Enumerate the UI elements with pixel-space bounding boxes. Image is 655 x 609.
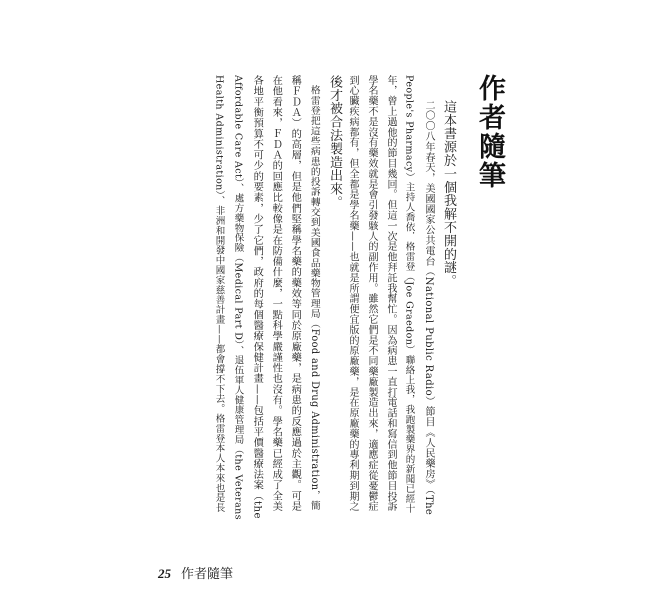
page-number: 25 — [158, 566, 171, 581]
running-title: 作者隨筆 — [181, 567, 234, 582]
text-column-8: 格雷登把這些病患的投訴轉交到美國食品藥物管理局（Food and Drug Administration，簡 — [308, 75, 320, 511]
page-footer — [158, 563, 233, 582]
text-column-4: 年，曾上過他的節目幾回。但這一次是他拜託我幫忙。因為病患一直打電話和寫信到他節目投訴 — [385, 75, 396, 512]
text-column-12: Affordable Care Act）、處方藥物保險（Medical Part D）、退伍軍人健康管理局（the Veterans — [232, 75, 244, 520]
text-column-1: 這本書源於一個我解不開的謎。 — [441, 100, 456, 288]
text-column-3: People's Pharmacy）主持人喬依．格雷登（Joe Graedon）聯絡上我，我跑製藥界的新聞已經十 — [403, 75, 415, 514]
text-column-6: 到心臟疾病都有，但全都是學名藥——也就是所謂便宜版的原廠藥，是在原廠藥的專利期到期之 — [347, 75, 358, 512]
text-column-2: 二〇〇八年春天，美國國家公共電台（National Public Radio）節目《人民藥房》（The — [423, 100, 434, 516]
text-column-11: 各地平衡預算不可少的要素，少了它們，政府的每個醫療保健計畫——包括平價醫療法案（the — [251, 75, 264, 519]
text-column-5: 學名藥不是沒有藥效就是會引發駭人的副作用。雖然它們是不同藥廠製造出來，適應症從憂鬱症 — [366, 75, 377, 512]
text-column-10: 在他看來，ＦＤＡ的回應比較像是在防備什麼，一點科學嚴謹性也沒有。學名藥已經成了全美 — [270, 75, 283, 512]
text-column-9: 稱ＦＤＡ）的高層，但是他們堅稱學名藥的藥效等同於原廠藥，是病患的反應過於主觀。可是 — [289, 75, 302, 512]
chapter-title: 作者隨筆 — [474, 74, 505, 190]
text-column-13: Health Administration）、非洲和開發中國家慈善計畫——都會撐不下去。格雷登本人本來也是長 — [213, 75, 225, 513]
text-column-7: 後才被合法製造出來。 — [327, 75, 342, 209]
